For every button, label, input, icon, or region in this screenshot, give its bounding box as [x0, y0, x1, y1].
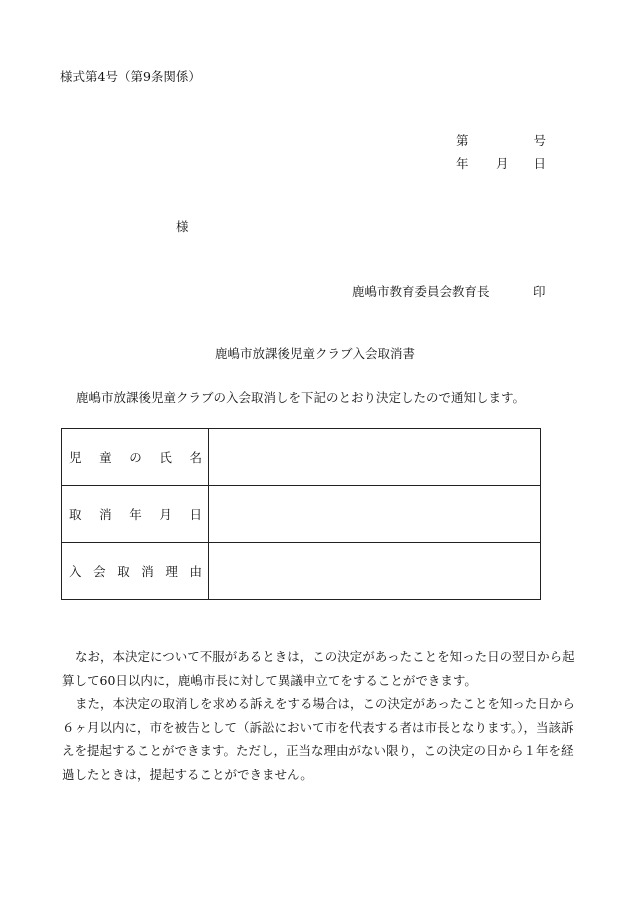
date-day-label: 日	[533, 156, 546, 171]
label-char: 名	[189, 449, 202, 465]
label-char: の	[129, 449, 142, 465]
label-char: 童	[99, 449, 112, 465]
addressee-honorific: 様	[176, 219, 189, 234]
label-char: 入	[69, 563, 82, 579]
label-char: 日	[189, 506, 202, 522]
issuer-name: 鹿嶋市教育委員会教育長	[352, 284, 490, 299]
notes-section	[62, 645, 576, 786]
document-number-suffix: 号	[533, 133, 546, 148]
label-char: 消	[141, 563, 154, 579]
row-label	[62, 429, 209, 486]
seal-mark: 印	[533, 284, 546, 299]
form-number: 様式第4号（第9条関係）	[60, 69, 201, 84]
label-char: 氏	[159, 449, 172, 465]
date-month-label: 月	[496, 156, 509, 171]
label-char: 理	[165, 563, 178, 579]
note-paragraph-appeal: なお，本決定について不服があるときは，この決定があったことを知った日の翌日から起算して60日以内に，鹿嶋市長に対して異議申立てをすることができます。	[62, 649, 575, 688]
cancel-date-row	[62, 486, 541, 543]
label-char: 取	[69, 506, 82, 522]
date-year-label: 年	[456, 156, 469, 171]
label-char: 月	[159, 506, 172, 522]
note-paragraph-lawsuit: また，本決定の取消しを求める訴えをする場合は，この決定があったことを知った日から６ヶ月以内に，市を被告として（訴訟において市を代表する者は市長となります。），当該訴えを提起することができます。ただし，正当な理由がない限り，この決定の日から１年を経過したときは，提起することができません。	[62, 696, 575, 782]
label-char: 取	[117, 563, 130, 579]
document-number-prefix: 第	[456, 133, 469, 148]
label-char: 消	[99, 506, 112, 522]
row-value	[209, 429, 541, 486]
document-title: 鹿嶋市放課後児童クラブ入会取消書	[214, 346, 415, 361]
info-table	[61, 428, 541, 600]
row-label	[62, 543, 209, 600]
row-value	[209, 543, 541, 600]
row-label	[62, 486, 209, 543]
cancel-reason-row	[62, 543, 541, 600]
label-char: 会	[93, 563, 106, 579]
child-name-row	[62, 429, 541, 486]
row-value	[209, 486, 541, 543]
intro-text: 鹿嶋市放課後児童クラブの入会取消しを下記のとおり決定したので通知します。	[76, 390, 526, 405]
label-char: 児	[69, 449, 82, 465]
label-char: 年	[129, 506, 142, 522]
label-char: 由	[189, 563, 202, 579]
